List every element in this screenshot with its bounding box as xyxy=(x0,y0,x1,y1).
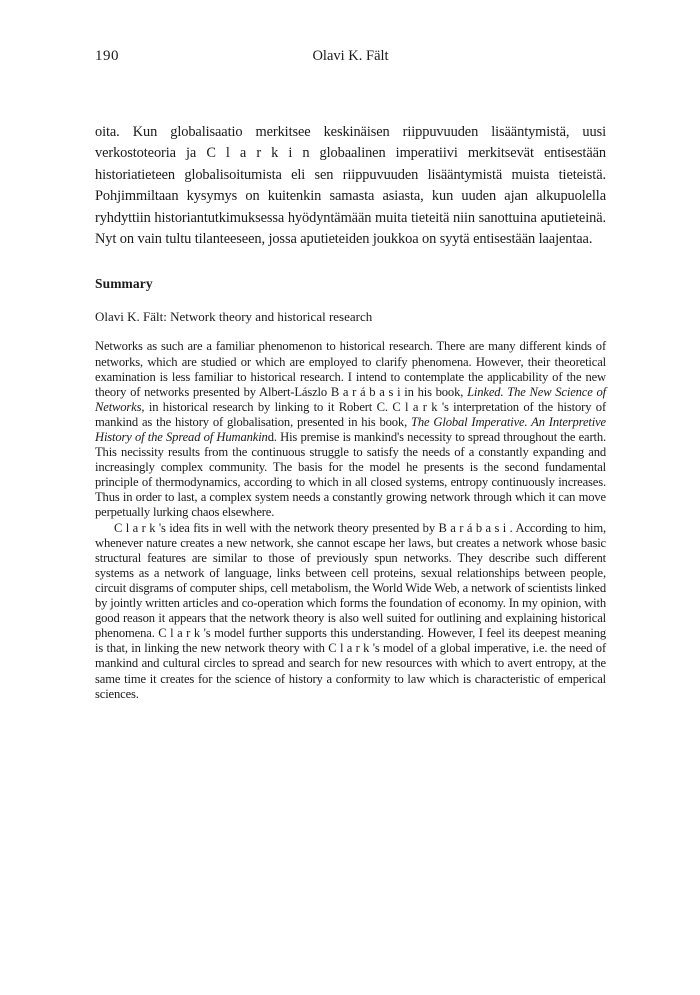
page-number: 190 xyxy=(95,48,119,64)
summary-byline: Olavi K. Fält: Network theory and historical research xyxy=(95,309,373,325)
summary-paragraph-1: Networks as such are a familiar phenomenon to historical research. There are many different kinds of networks, which are studied or which are employed to clarify phenomena. However, their theoretical examination is less familiar to historical research. I intend to contemplate the applicability of the new theory of networks presented by Albert-Lászlo B a r á b a s i in his book, Linked. The New Science of Networks, in historical research by linking to it Robert C. C l a r k 's interpretation of the history of mankind as the history of globalisation, presented in his book, The Global Imperative. An Interpretive History of the Spread of Humankind. His premise is mankind's necessity to spread throughout the earth. This necissity results from the continuous struggle to satisfy the needs of a constantly expanding and increasingly complex community. The basis for the model he presents is the second fundamental principle of thermodynamics, according to which in all closed systems, entropy continuously increases. Thus in order to last, a complex system needs a constantly growing network through which it can move perpetually lurking chaos elsewhere. xyxy=(95,339,606,520)
continuation-paragraph: oita. Kun globalisaatio merkitsee keskinäisen riippuvuuden lisääntymistä, uusi verkostoteoria ja C l a r k i n globaalinen imperatiivi merkitsevät entisestään historiatieteen globalisoitumista eli sen riippuvuuden lisääntymistä muista tieteistä. Pohjimmiltaan kysymys on kuitenkin samasta asiasta, kun uuden ajan alkupuolella ryhdyttiin historiantutkimuksessa hyödyntämään muita tieteitä niin sanottuina aputieteinä. Nyt on vain tultu tilanteeseen, jossa aputieteiden joukkoa on syytä entisestään laajentaa. xyxy=(95,124,606,248)
page-header xyxy=(95,48,606,68)
summary-heading: Summary xyxy=(95,276,153,292)
running-header: Olavi K. Fält xyxy=(312,48,389,64)
summary-body xyxy=(95,339,606,701)
summary-paragraph-2: C l a r k 's idea fits in well with the network theory presented by B a r á b a s i . According to him, whenever nature creates a new network, she cannot escape her laws, but creates a network whose basic structural features are similar to those of previously spun networks. They describe such different systems as a network of language, links between cell proteins, sexual relationships between people, circuit disgrams of computer ships, cell metabolism, the World Wide Web, a network of scientists linked by jointly written articles and co-operation which forms the foundation of economy. In my opinion, with good reason it appears that the network theory is also well suited for outlining and explaining historical phenomena. C l a r k 's model further supports this understanding. However, I feel its deepest meaning is that, in linking the new network theory with C l a r k 's model of a global imperative, i.e. the need of mankind and cultural circles to spread and search for new resources with which to avert entropy, at the same time it creates for the science of history a conformity to law which is characteristic of emperical sciences. xyxy=(95,520,606,701)
